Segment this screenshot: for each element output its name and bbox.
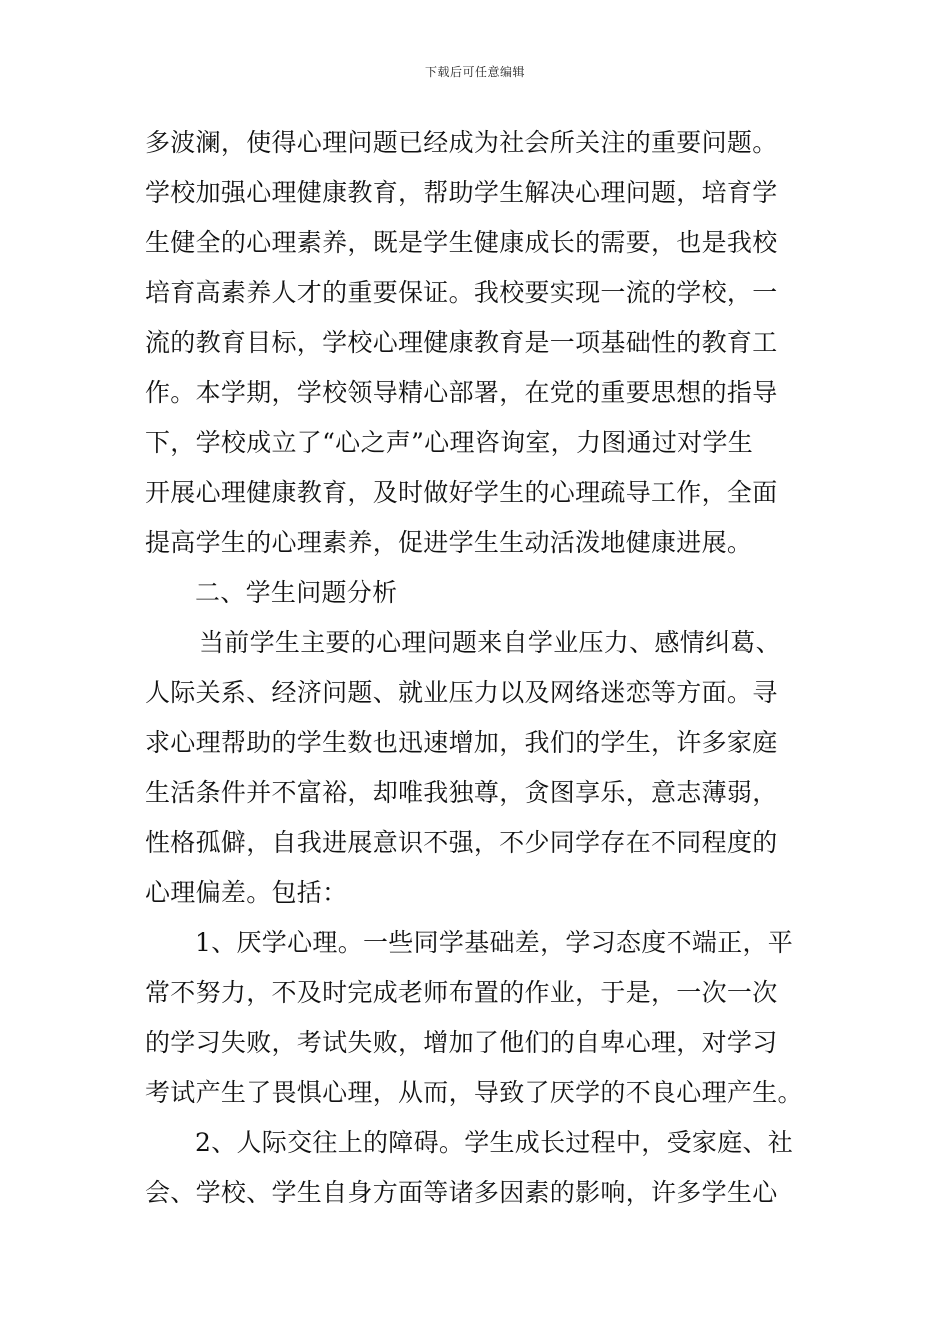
text-line: 性格孤僻，自我进展意识不强，不少同学存在不同程度的: [145, 828, 778, 857]
text-line: 的学习失败，考试失败，增加了他们的自卑心理，对学习: [145, 1028, 778, 1057]
list-item-first-line: 1、厌学心理。一些同学基础差，学习态度不端正，平: [195, 928, 794, 957]
text-line: 提高学生的心理素养，促进学生生动活泼地健康进展。: [145, 528, 753, 557]
text-line: 生活条件并不富裕，却唯我独尊，贪图享乐，意志薄弱，: [145, 778, 778, 807]
text-line: 常不努力，不及时完成老师布置的作业，于是，一次一次: [145, 978, 778, 1007]
paragraph-first-line: 当前学生主要的心理问题来自学业压力、感情纠葛、: [199, 628, 781, 657]
text-line: 作。本学期，学校领导精心部署，在党的重要思想的指导: [145, 378, 778, 407]
document-body: [145, 118, 810, 1218]
text-line: 下，学校成立了“心之声”心理咨询室，力图通过对学生: [145, 428, 754, 457]
page-header-note: 下载后可任意编辑: [424, 65, 525, 79]
text-line: 考试产生了畏惧心理，从而，导致了厌学的不良心理产生。: [145, 1078, 803, 1107]
text-line: 心理偏差。包括：: [145, 878, 348, 907]
text-line: 人际关系、经济问题、就业压力以及网络迷恋等方面。寻: [145, 678, 778, 707]
text-line: 求心理帮助的学生数也迅速增加，我们的学生，许多家庭: [145, 728, 778, 757]
list-item-first-line: 2、人际交往上的障碍。学生成长过程中，受家庭、社: [195, 1128, 794, 1157]
section-heading: 二、学生问题分析: [195, 578, 398, 607]
text-line: 生健全的心理素养，既是学生健康成长的需要，也是我校: [145, 228, 778, 257]
text-line: 多波澜，使得心理问题已经成为社会所关注的重要问题。: [145, 128, 778, 157]
text-line: 会、学校、学生自身方面等诸多因素的影响，许多学生心: [145, 1178, 778, 1207]
text-line: 流的教育目标，学校心理健康教育是一项基础性的教育工: [145, 328, 778, 357]
text-line: 开展心理健康教育，及时做好学生的心理疏导工作，全面: [145, 478, 778, 507]
text-line: 培育高素养人才的重要保证。我校要实现一流的学校，一: [145, 278, 778, 307]
text-line: 学校加强心理健康教育，帮助学生解决心理问题，培育学: [145, 178, 778, 207]
